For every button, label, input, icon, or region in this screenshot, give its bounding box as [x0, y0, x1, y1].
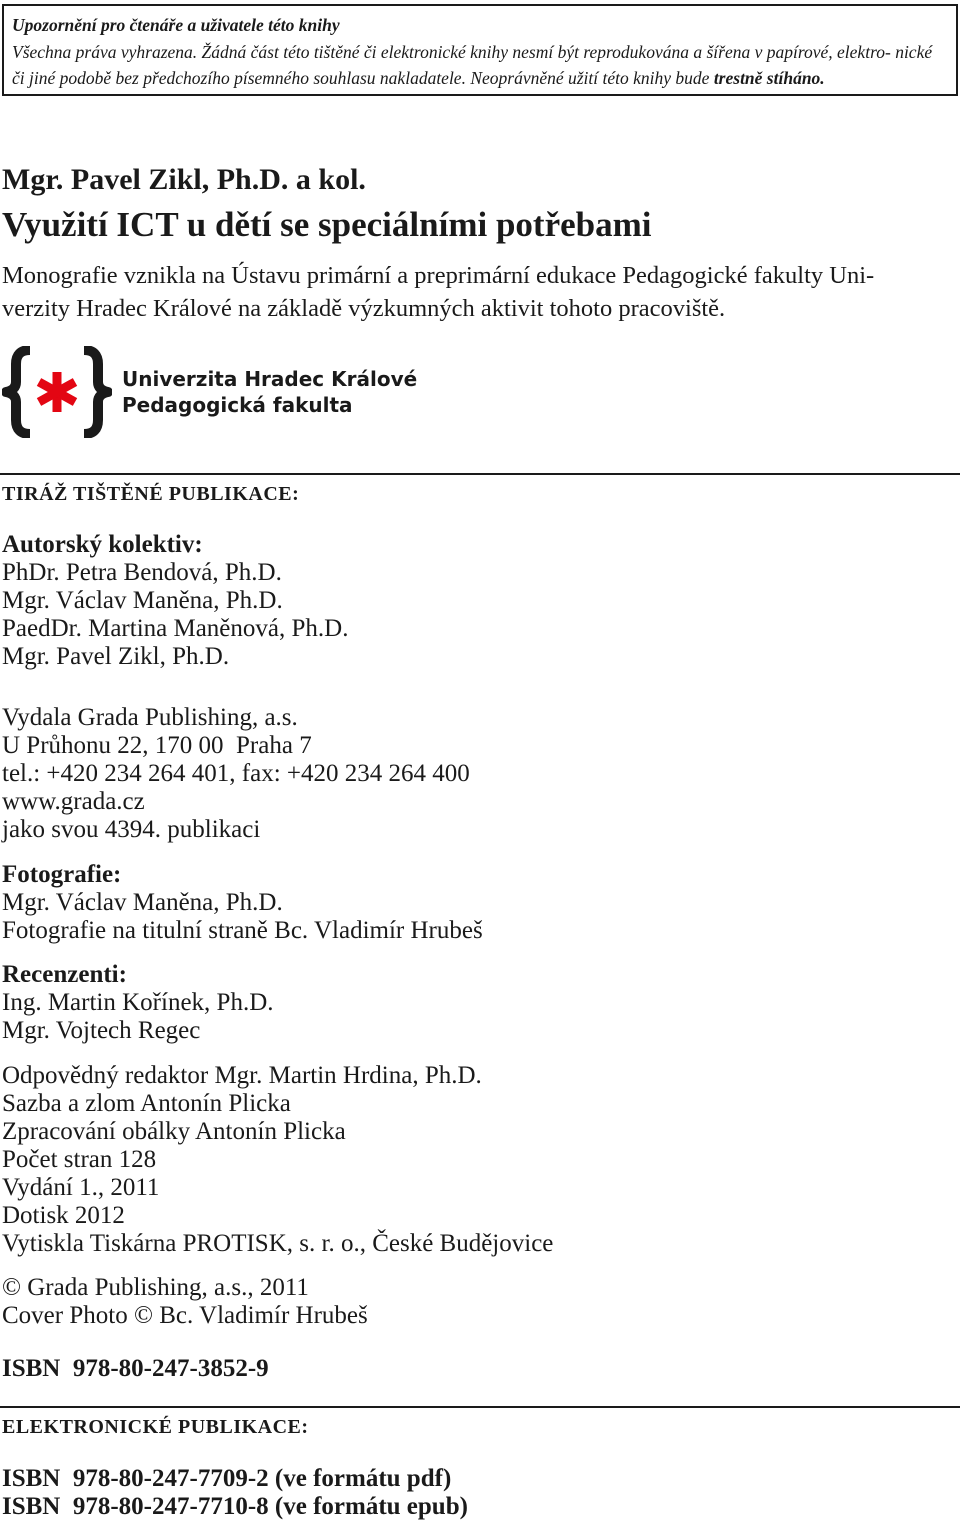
photos-section — [2, 861, 483, 945]
logo-brackets-asterisk-icon — [2, 346, 112, 438]
publisher-section — [2, 704, 470, 844]
publisher-address: U Průhonu 22, 170 00 Praha 7 — [2, 732, 312, 759]
copyright-line: Cover Photo © Bc. Vladimír Hrubeš — [2, 1302, 368, 1329]
divider-print-imprint — [0, 473, 960, 475]
notice-text — [12, 39, 948, 91]
notice-title: Upozornění pro čtenáře a uživatele této knihy — [12, 15, 340, 35]
electronic-isbn-section — [2, 1465, 468, 1521]
photos-line: Fotografie na titulní straně Bc. Vladimír Hrubeš — [2, 917, 483, 944]
reviewer-item: Ing. Martin Kořínek, Ph.D. — [2, 989, 274, 1016]
book-author: Mgr. Pavel Zikl, Ph.D. a kol. — [2, 163, 366, 196]
authors-label: Autorský kolektiv: — [2, 531, 203, 558]
book-title: Využití ICT u dětí se speciálními potřebami — [2, 205, 652, 244]
description-line-1: Monografie vznikla na Ústavu primární a preprimární edukace Pedagogické fakulty Uni- — [2, 262, 875, 289]
publisher-number: jako svou 4394. publikaci — [2, 816, 261, 843]
production-line: Vytiskla Tiskárna PROTISK, s. r. o., České Budějovice — [2, 1230, 554, 1257]
notice-text-bold: trestně stíháno. — [713, 68, 825, 88]
production-line: Vydání 1., 2011 — [2, 1174, 160, 1201]
production-line: Dotisk 2012 — [2, 1202, 125, 1229]
publisher-phone: tel.: +420 234 264 401, fax: +420 234 264 400 — [2, 760, 470, 787]
production-line: Počet stran 128 — [2, 1146, 157, 1173]
publisher-line: Vydala Grada Publishing, a.s. — [2, 704, 298, 731]
production-line: Odpovědný redaktor Mgr. Martin Hrdina, Ph.D. — [2, 1062, 482, 1089]
authors-section — [2, 531, 348, 671]
electronic-heading: ELEKTRONICKÉ PUBLIKACE: — [2, 1416, 309, 1438]
photos-line: Mgr. Václav Maněna, Ph.D. — [2, 889, 283, 916]
publisher-website: www.grada.cz — [2, 788, 145, 815]
production-line: Sazba a zlom Antonín Plicka — [2, 1090, 291, 1117]
copyright-notice-box — [2, 4, 958, 96]
copyright-line: © Grada Publishing, a.s., 2011 — [2, 1274, 309, 1301]
production-section — [2, 1062, 553, 1258]
print-imprint-heading: TIRÁŽ TIŠTĚNÉ PUBLIKACE: — [2, 483, 300, 505]
isbn-pdf: ISBN 978-80-247-7709-2 (ve formátu pdf) — [2, 1465, 452, 1492]
print-isbn: ISBN 978-80-247-3852-9 — [2, 1355, 269, 1382]
author-item: PhDr. Petra Bendová, Ph.D. — [2, 559, 282, 586]
reviewers-label: Recenzenti: — [2, 961, 127, 988]
production-line: Zpracování obálky Antonín Plicka — [2, 1118, 346, 1145]
divider-electronic — [0, 1406, 960, 1408]
copyright-section — [2, 1274, 368, 1330]
description-line-2: verzity Hradec Králové na základě výzkumných aktivit tohoto pracoviště. — [2, 295, 726, 322]
notice-text-line2: nické či jiné podobě bez předchozího písemného souhlasu nakladatele. Neoprávněné užití této knihy bude — [12, 42, 933, 88]
university-logo — [2, 344, 442, 440]
author-item: PaedDr. Martina Maněnová, Ph.D. — [2, 615, 349, 642]
book-description — [2, 259, 958, 325]
isbn-epub: ISBN 978-80-247-7710-8 (ve formátu epub) — [2, 1493, 468, 1520]
author-item: Mgr. Václav Maněna, Ph.D. — [2, 587, 283, 614]
logo-text — [122, 366, 417, 418]
notice-text-line1: Všechna práva vyhrazena. Žádná část této tištěné či elektronické knihy nesmí být reprodukována a šířena v papírové, elektro- — [12, 42, 891, 62]
author-item: Mgr. Pavel Zikl, Ph.D. — [2, 643, 230, 670]
logo-faculty-name: Pedagogická fakulta — [122, 393, 353, 417]
reviewer-item: Mgr. Vojtech Regec — [2, 1017, 201, 1044]
reviewers-section — [2, 961, 274, 1045]
logo-university-name: Univerzita Hradec Králové — [122, 367, 418, 391]
photos-label: Fotografie: — [2, 861, 122, 888]
